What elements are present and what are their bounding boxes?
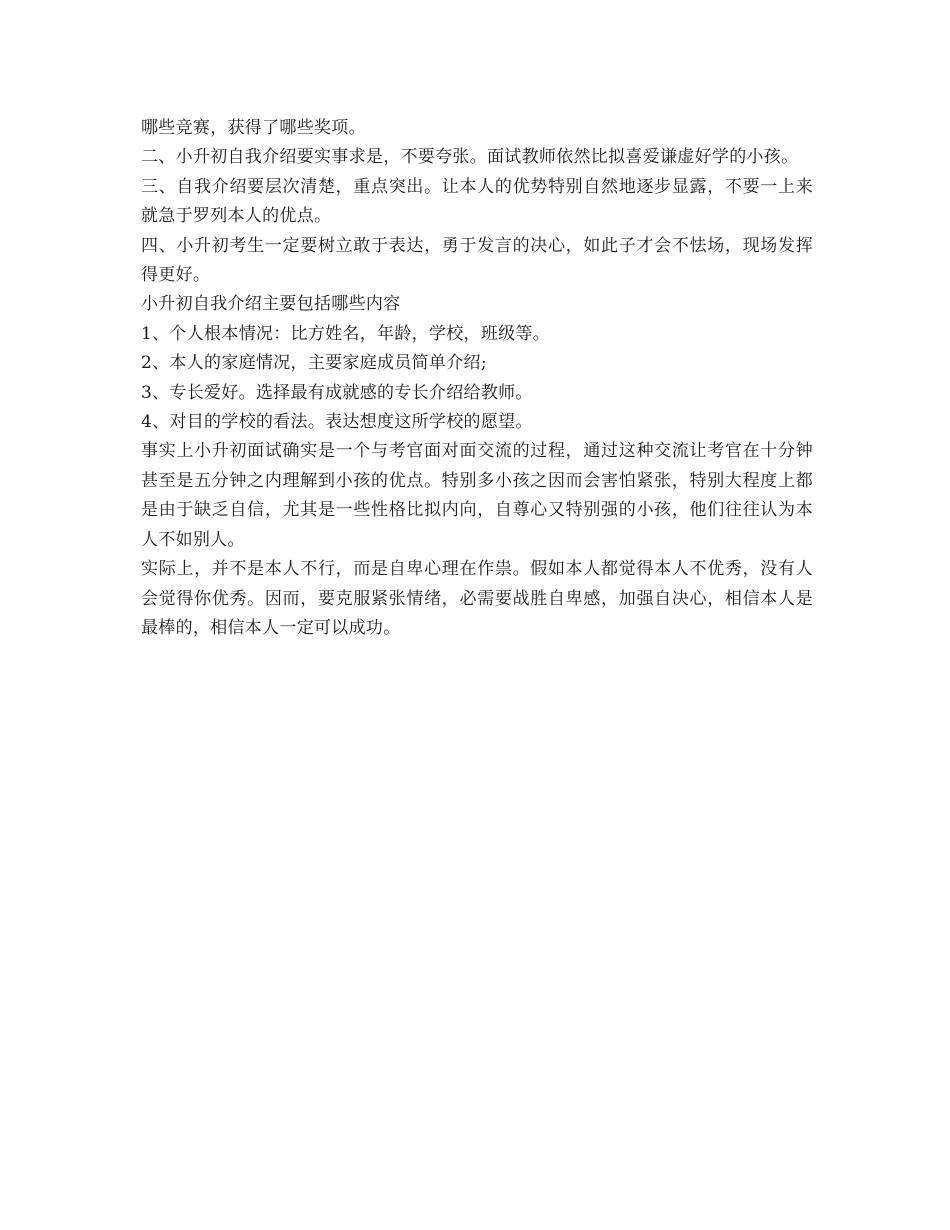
list-item-1: 1、个人根本情况：比方姓名，年龄，学校，班级等。: [141, 323, 551, 344]
list-item-4: 4、对目的学校的看法。表达想度这所学校的愿望。: [141, 412, 533, 433]
list-item-3: 3、专长爱好。选择最有成就感的专长介绍给教师。: [141, 382, 533, 403]
paragraph-point-4: 四、小升初考生一定要树立敢于表达，勇于发言的决心，如此子才会不怯场，现场发挥得更好。: [141, 235, 813, 286]
list-item-2: 2、本人的家庭情况，主要家庭成员简单介绍;: [141, 353, 487, 374]
paragraph-confidence: 实际上，并不是本人不行，而是自卑心理在作祟。假如本人都觉得本人不优秀，没有人会觉得你优秀。因而，要克服紧张情绪，必需要战胜自卑感，加强自决心，相信本人是最棒的，相信本人一定可以成功。: [141, 559, 813, 638]
paragraph-interview: 事实上小升初面试确实是一个与考官面对面交流的过程，通过这种交流让考官在十分钟甚至是五分钟之内理解到小孩的优点。特别多小孩之因而会害怕紧张，特别大程度上都是由于缺乏自信，尤其是一些性格比拟内向，自尊心又特别强的小孩，他们往往认为本人不如别人。: [141, 441, 813, 550]
document-body: [141, 114, 813, 643]
section-heading: 小升初自我介绍主要包括哪些内容: [141, 294, 401, 315]
paragraph-point-3: 三、自我介绍要层次清楚，重点突出。让本人的优势特别自然地逐步显露，不要一上来就急于罗列本人的优点。: [141, 176, 813, 227]
paragraph-point-2: 二、小升初自我介绍要实事求是，不要夸张。面试教师依然比拟喜爱谦虚好学的小孩。: [141, 147, 799, 168]
paragraph-continuation: 哪些竞赛，获得了哪些奖项。: [141, 118, 366, 138]
